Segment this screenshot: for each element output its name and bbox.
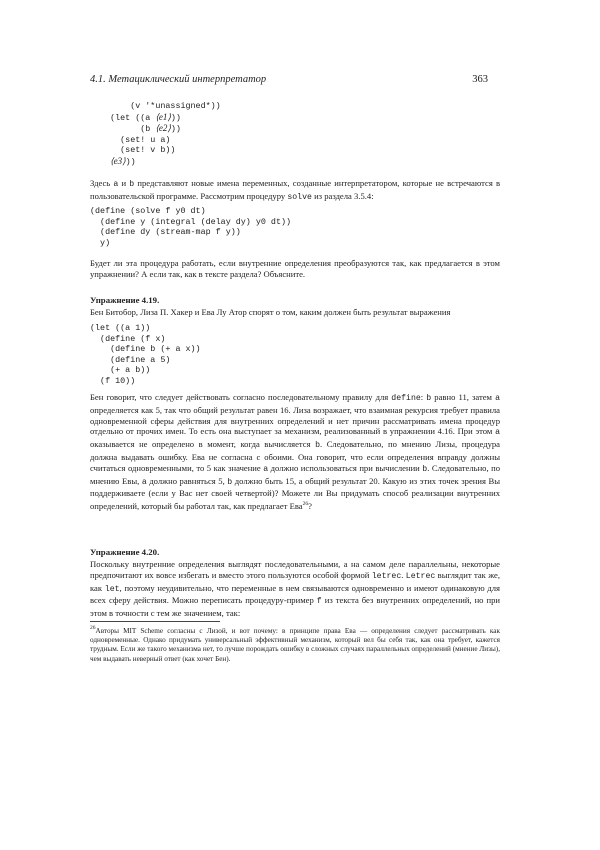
- code-placeholder: ⟨e1⟩: [155, 111, 171, 122]
- exercise-4-19-intro: Бен Битобор, Лиза П. Хакер и Ева Лу Атор спорят о том, каким должен быть результат выражения: [90, 307, 451, 317]
- code-line: )): [170, 124, 181, 135]
- code-line: (let ((a: [90, 112, 156, 123]
- chapter-title: 4.1. Метациклический интерпретатор: [90, 74, 267, 85]
- page-number: 363: [472, 74, 488, 85]
- code-line: (b: [90, 124, 156, 135]
- code-line: )): [170, 112, 181, 123]
- paragraph-intro: Здесь a и b представляют новые имена переменных, созданные интерпретатором, которые не встречаются в пользовательской программе. Рассмотрим процедуру solve из раздела 3.5.4:: [90, 178, 500, 202]
- exercise-4-20-heading: Упражнение 4.20.: [90, 547, 160, 557]
- footnote-26: [90, 624, 500, 664]
- footnote-ref: 26: [302, 501, 309, 508]
- running-header: [90, 74, 488, 88]
- code-block-solve: (define (solve f y0 dt) (define y (integral (delay dy) y0 dt)) (define dy (stream-map f y)) y): [90, 206, 292, 248]
- footnote-divider: [90, 621, 220, 622]
- footnote-text: Авторы MIT Scheme согласны с Лизой, и вот почему: в принципе права Ева — определения следует рассматривать как одновременные. Однако придумать универсальный эффективный механизм, который вел бы себя так, как она требует, кажется трудным. Если же такого механизма нет, то лучше порождать ошибку в сложных случаях параллельных определений (мнение Лизы), чем выдавать неверный ответ (как хочет Бен).: [90, 627, 500, 663]
- code-line: (set! u a): [90, 134, 171, 145]
- code-placeholder: ⟨e3⟩: [110, 155, 126, 166]
- paragraph-question: Будет ли эта процедура работать, если внутренние определения преобразуются так, как предлагается в этом упражнении? А если так, как в тексте раздела? Объясните.: [90, 258, 500, 279]
- code-block-let-transform: [90, 101, 221, 168]
- code-line: (v '*unassigned*)): [90, 101, 221, 111]
- code-placeholder: ⟨e2⟩: [155, 123, 171, 134]
- code-line: [90, 157, 110, 167]
- exercise-4-19-body: Бен говорит, что следует действовать согласно последовательному правилу для define: b равно 11, затем a определяется как 5, так что общий результат равен 16. Лиза возражает, что взаимная рекурсия требует правила одновременной сферы действия для внутренних определений и нет причин рассматривать имена процедур отдельно от прочих имен. То есть она выступает за механизм, реализованный в упражнении 4.16. При этом a оказывается не определено в момент, когда вычисляется b. Следовательно, по мнению Лизы, процедура должна выдавать ошибку. Ева не согласна с обоими. Она говорит, что если определения вправду должны считаться одновременными, то 5 как значение a должно использоваться при вычислении b. Следовательно, по мнению Евы, a должно равняться 5, b должно быть 15, а общий результат 20. Какую из этих точек зрения Вы поддерживаете (если у Вас нет своей четвертой)? Можете ли Вы придумать способ реализации внутренних определений, который бы работал так, как предлагает Ева$^{26}$?: [90, 392, 501, 512]
- code-block-let-example: (let ((a 1)) (define (f x) (define b (+ a x)) (define a 5) (+ a b)) (f 10)): [90, 323, 201, 386]
- code-line: )): [125, 156, 136, 167]
- code-line: (set! v b)): [90, 145, 176, 156]
- footnote-number: 26: [90, 625, 96, 631]
- exercise-4-19-heading: Упражнение 4.19.: [90, 295, 160, 305]
- exercise-4-20-body: Поскольку внутренние определения выглядят последовательными, а на самом деле параллельны, некоторые предпочитают их вовсе избегать и вместо этого пользуются особой формой letrec. Letrec выглядит так же, как let, поэтому неудивительно, что переменные в нем связываются одновременно и имеют одинаковую для всех сферу действия. Можно переписать процедуру-пример f из текста без внутренних определений, но при этом в точности с тем же значением, так:: [90, 559, 501, 619]
